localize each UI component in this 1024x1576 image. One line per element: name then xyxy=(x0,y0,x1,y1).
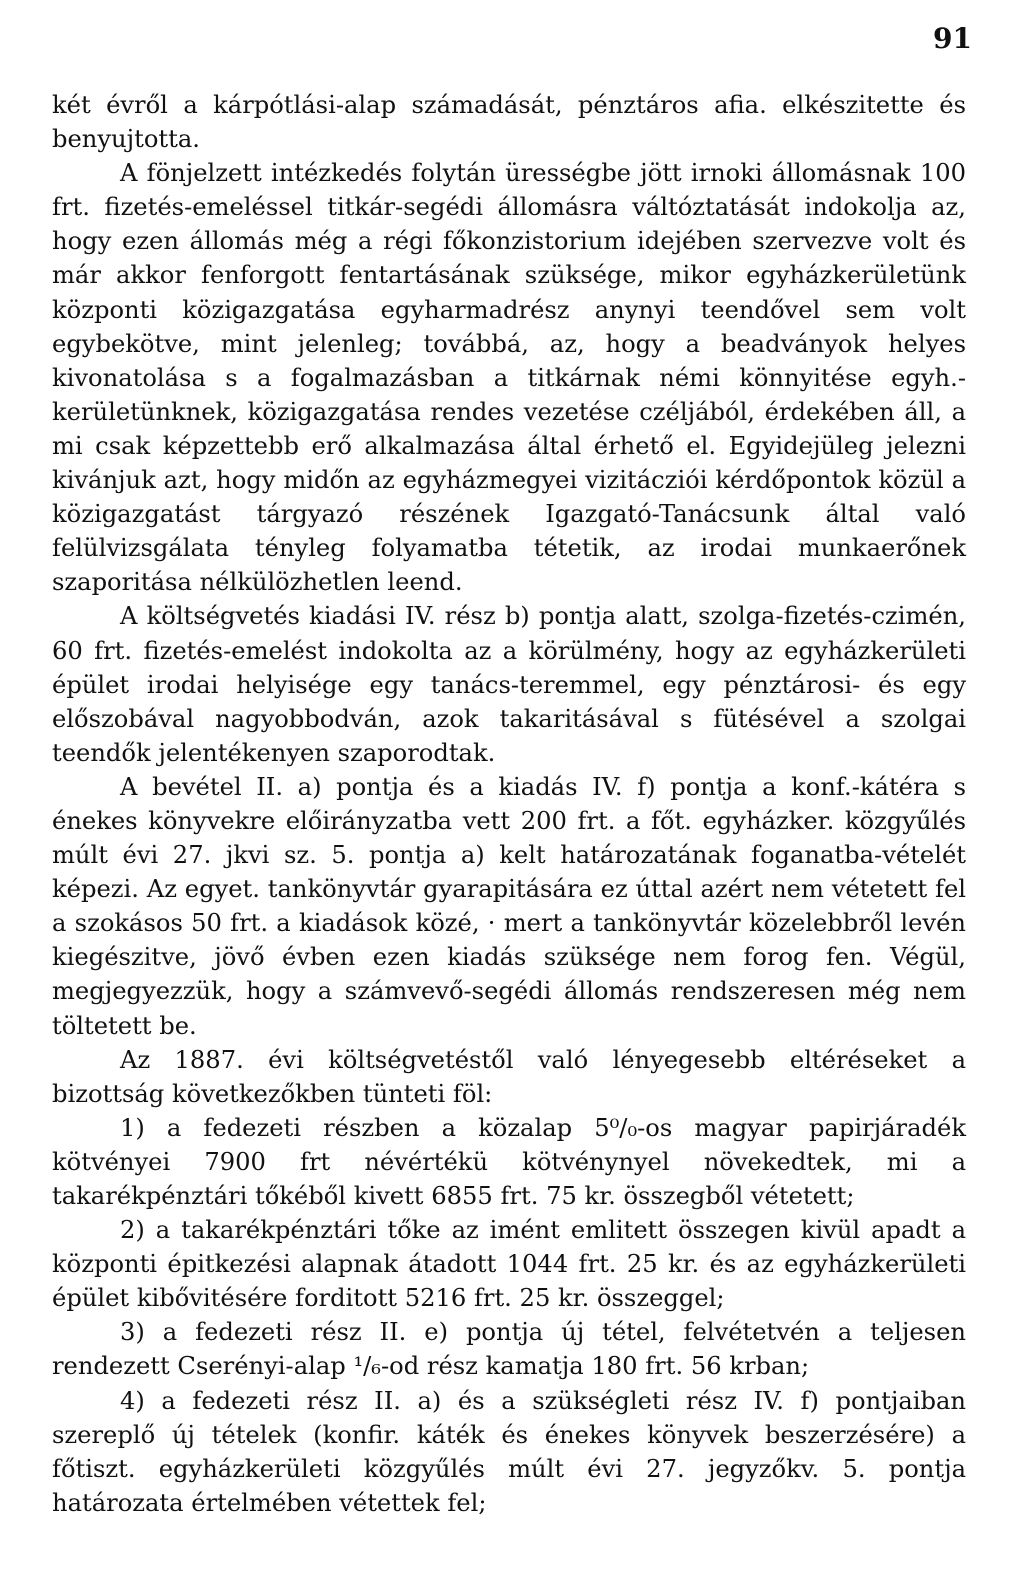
paragraph: Az 1887. évi költségvetéstől való lényegesebb eltéréseket a bizottság következőkben tünteti föl: xyxy=(52,1045,966,1108)
paragraph: két évről a kárpótlási-alap számadását, pénztáros afia. elkészitette és benyujtotta. xyxy=(52,91,966,154)
paragraph: A bevétel II. a) pontja és a kiadás IV. f) pontja a konf.-kátéra s énekes könyvekre előirányzatba vett 200 frt. a főt. egyházker. közgyűlés múlt évi 27. jkvi sz. 5. pontja a) kelt határozatának foganatba-vételét képezi. Az egyet. tankönyvtár gyarapitására ez úttal azért nem vétetett fel a szokásos 50 frt. a kiadások közé, · mert a tankönyvtár közelebbről levén kiegészitve, jövő évben ezen kiadás szüksége nem forog fen. Végül, megjegyezzük, hogy a számvevő-segédi állomás rendszeresen még nem töltetett be. xyxy=(52,772,966,1040)
page-number: 91 xyxy=(933,22,972,55)
paragraph: A költségvetés kiadási IV. rész b) pontja alatt, szolga-fizetés-czimén, 60 frt. fizetés-emelést indokolta az a körülmény, hogy az egyházkerületi épület irodai helyisége egy tanács-teremmel, egy pénztárosi- és egy előszobával nagyobbodván, azok takaritásával s fütésével a szolgai teendők jelentékenyen szaporodtak. xyxy=(52,602,966,767)
list-item: 3) a fedezeti rész II. e) pontja új tétel, felvétetvén a teljesen rendezett Cserényi-alap ¹/₆-od rész kamatja 180 frt. 56 krban; xyxy=(52,1318,966,1381)
paragraph: A fönjelzett intézkedés folytán ürességbe jött irnoki állomásnak 100 frt. fizetés-emeléssel titkár-segédi állomásra váltóztatását indokolja az, hogy ezen állomás még a régi főkonzistorium idejében szervezve volt és már akkor fenforgott fentartásának szüksége, mikor egyházkerületünk központi közigazgatása egyharmadrész anynyi teendővel sem volt egybekötve, mint jelenleg; továbbá, az, hogy a beadványok helyes kivonatolása s a fogalmazásban a titkárnak némi könnyitése egyh.-kerületünknek, közigazgatása rendes vezetése czéljából, érdekében áll, a mi csak képzettebb erő alkalmazása által érhető el. Egyidejüleg jelezni kivánjuk azt, hogy midőn az egyházmegyei vizitácziói kérdőpontok közül a közigazgatást tárgyazó részének Igazgató-Tanácsunk által való felülvizsgálata tényleg folyamatba tétetik, az irodai munkaerőnek szaporitása nélkülözhetlen leend. xyxy=(52,159,966,597)
body-text xyxy=(52,88,966,1520)
list-item: 2) a takarékpénztári tőke az imént emlitett összegen kivül apadt a központi épitkezési alapnak átadott 1044 frt. 25 kr. és az egyházkerületi épület kibővitésére forditott 5216 frt. 25 kr. összeggel; xyxy=(52,1216,966,1313)
list-item: 4) a fedezeti rész II. a) és a szükségleti rész IV. f) pontjaiban szereplő új tételek (konfir. káték és énekes könyvek beszerzésére) a főtiszt. egyházkerületi közgyűlés múlt évi 27. jegyzőkv. 5. pontja határozata értelmében vétettek fel; xyxy=(52,1386,966,1517)
list-item: 1) a fedezeti részben a közalap 5⁰/₀-os magyar papirjáradék kötvényei 7900 frt névértékü kötvénynyel növekedtek, mi a takarékpénztári tőkéből kivett 6855 frt. 75 kr. összegből vétetett; xyxy=(52,1113,966,1210)
